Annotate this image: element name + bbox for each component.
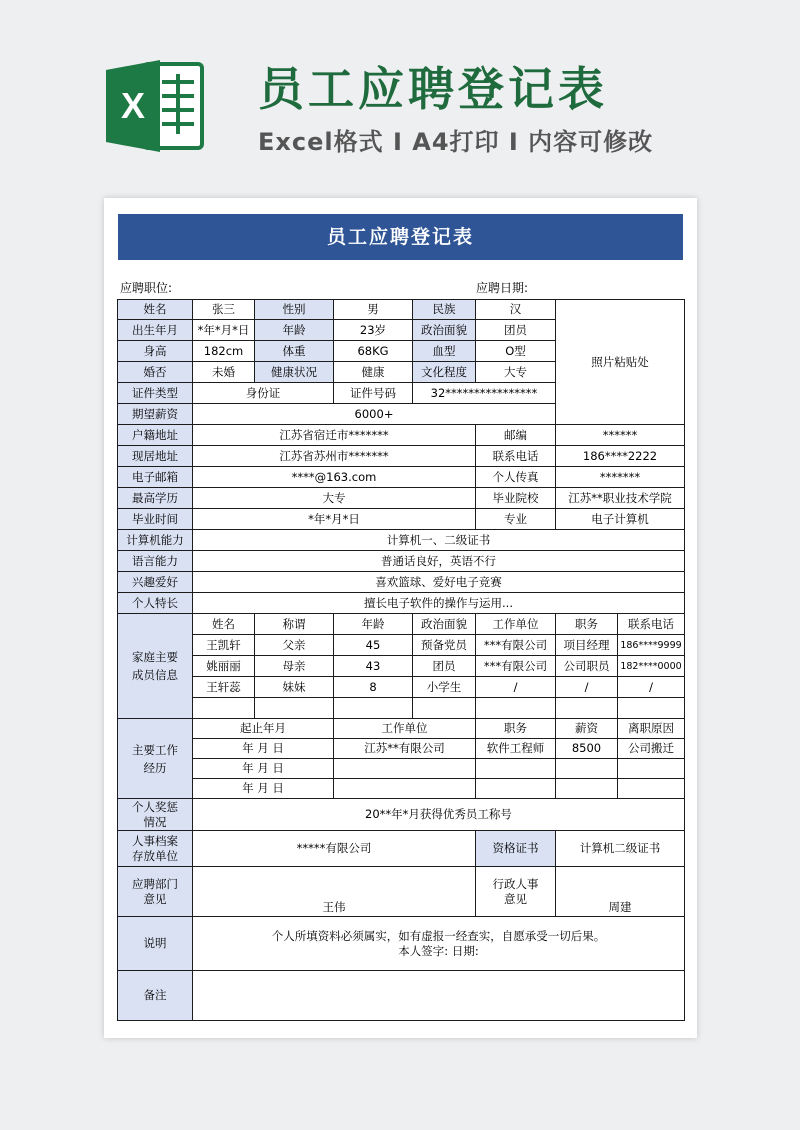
admin-opinion-label-line2: 意见 (504, 891, 527, 906)
family-header-title: 职务 (556, 614, 618, 635)
dept-opinion-label-line2: 意见 (143, 891, 167, 906)
family-cell[interactable]: 182****0000 (618, 656, 685, 677)
family-label-line2: 成员信息 (132, 668, 178, 682)
id-type-value[interactable]: 身份证 (193, 383, 334, 404)
name-label: 姓名 (118, 300, 193, 320)
hobby-value[interactable]: 喜欢篮球、爱好电子竞赛 (193, 572, 685, 593)
note-value (193, 917, 685, 971)
hero-subtitle: Excel格式 I A4打印 I 内容可修改 (258, 128, 654, 156)
name-value[interactable]: 张三 (193, 300, 255, 320)
salary-label: 期望薪资 (118, 404, 193, 425)
salary-value[interactable]: 6000+ (193, 404, 556, 425)
dept-signer[interactable]: 王伟 (193, 867, 476, 917)
height-label: 身高 (118, 341, 193, 362)
weight-label: 体重 (255, 341, 334, 362)
family-cell[interactable]: / (556, 677, 618, 698)
family-cell[interactable]: 小学生 (413, 677, 476, 698)
computer-skill-label: 计算机能力 (118, 530, 193, 551)
blood-value[interactable]: O型 (476, 341, 556, 362)
grad-time-label: 毕业时间 (118, 509, 193, 530)
family-header-employer: 工作单位 (476, 614, 556, 635)
major-value[interactable]: 电子计算机 (556, 509, 685, 530)
work-row (118, 779, 685, 799)
family-header-age: 年龄 (334, 614, 413, 635)
marital-value[interactable]: 未婚 (193, 362, 255, 383)
degree-value[interactable]: 大专 (193, 488, 476, 509)
specialty-label: 个人特长 (118, 593, 193, 614)
health-label: 健康状况 (255, 362, 334, 383)
work-row (118, 759, 685, 779)
work-cell[interactable] (618, 759, 685, 779)
position-label: 应聘职位: (120, 281, 173, 295)
ethnicity-value[interactable]: 汉 (476, 300, 556, 320)
family-header-name: 姓名 (193, 614, 255, 635)
awards-label-line1: 个人奖惩 (132, 799, 178, 814)
family-cell[interactable]: 王轩蕊 (193, 677, 255, 698)
email-value[interactable]: ****@163.com (193, 467, 476, 488)
work-cell[interactable] (334, 759, 476, 779)
hobby-label: 兴趣爱好 (118, 572, 193, 593)
language-skill-value[interactable]: 普通话良好，英语不行 (193, 551, 685, 572)
family-row (118, 656, 685, 677)
date-label: 应聘日期: (476, 281, 529, 295)
admin-opinion-label-line1: 行政人事 (492, 876, 539, 891)
note-label: 说明 (118, 917, 193, 971)
work-cell[interactable] (556, 759, 618, 779)
address-label: 现居地址 (118, 446, 193, 467)
registration-table (117, 299, 685, 1021)
id-type-label: 证件类型 (118, 383, 193, 404)
remarks-value[interactable] (193, 971, 685, 1021)
work-cell[interactable] (476, 779, 556, 799)
family-cell[interactable]: 公司职员 (556, 656, 618, 677)
family-cell[interactable]: ***有限公司 (476, 635, 556, 656)
form-paper (104, 198, 697, 1038)
admin-signer[interactable]: 周建 (556, 867, 685, 917)
cert-label: 资格证书 (476, 831, 556, 867)
family-cell[interactable]: 项目经理 (556, 635, 618, 656)
education-level-label: 文化程度 (413, 362, 476, 383)
family-cell[interactable] (255, 698, 334, 719)
work-label-line1: 主要工作 (132, 742, 178, 757)
specialty-value[interactable]: 擅长电子软件的操作与运用... (193, 593, 685, 614)
fax-label: 个人传真 (476, 467, 556, 488)
weight-value[interactable]: 68KG (334, 341, 413, 362)
degree-label: 最高学历 (118, 488, 193, 509)
work-cell[interactable] (476, 759, 556, 779)
id-number-value[interactable]: 32**************** (413, 383, 556, 404)
work-cell[interactable]: 年 月 日 (193, 759, 334, 779)
health-value[interactable]: 健康 (334, 362, 413, 383)
family-row (118, 677, 685, 698)
birth-value[interactable]: *年*月*日 (193, 320, 255, 341)
grad-time-value[interactable]: *年*月*日 (193, 509, 476, 530)
work-cell[interactable] (618, 779, 685, 799)
awards-value[interactable]: 20**年*月获得优秀员工称号 (193, 799, 685, 831)
work-cell[interactable]: 软件工程师 (476, 739, 556, 759)
height-value[interactable]: 182cm (193, 341, 255, 362)
family-row (118, 635, 685, 656)
computer-skill-value[interactable]: 计算机一、二级证书 (193, 530, 685, 551)
family-cell[interactable] (413, 698, 476, 719)
marital-label: 婚否 (118, 362, 193, 383)
family-cell[interactable]: / (476, 677, 556, 698)
postcode-label: 邮编 (476, 425, 556, 446)
family-header-relation: 称谓 (255, 614, 334, 635)
phone-value[interactable]: 186****2222 (556, 446, 685, 467)
hukou-label: 户籍地址 (118, 425, 193, 446)
work-header-salary: 薪资 (556, 719, 618, 739)
family-cell[interactable]: / (618, 677, 685, 698)
family-cell[interactable]: 妹妹 (255, 677, 334, 698)
education-level-value[interactable]: 大专 (476, 362, 556, 383)
political-value[interactable]: 团员 (476, 320, 556, 341)
family-cell[interactable]: ***有限公司 (476, 656, 556, 677)
note-line1: 个人所填资料必须属实，如有虚报一经查实，自愿承受一切后果。 (271, 928, 606, 943)
remarks-label: 备注 (118, 971, 193, 1021)
family-label-line1: 家庭主要 (132, 650, 178, 664)
dept-opinion-label (118, 867, 193, 917)
archive-value[interactable]: *****有限公司 (193, 831, 476, 867)
dept-opinion-label-line1: 应聘部门 (132, 876, 178, 891)
fax-value[interactable]: ******* (556, 467, 685, 488)
family-cell[interactable] (618, 698, 685, 719)
major-label: 专业 (476, 509, 556, 530)
family-row (118, 698, 685, 719)
family-header-political: 政治面貌 (413, 614, 476, 635)
school-value[interactable]: 江苏**职业技术学院 (556, 488, 685, 509)
work-cell[interactable] (556, 779, 618, 799)
hukou-value[interactable]: 江苏省宿迁市******* (193, 425, 476, 446)
family-cell[interactable]: 父亲 (255, 635, 334, 656)
political-label: 政治面貌 (413, 320, 476, 341)
note-line2: 本人签字: 日期: (398, 943, 479, 958)
work-header-title: 职务 (476, 719, 556, 739)
work-cell[interactable]: 年 月 日 (193, 779, 334, 799)
admin-opinion-label (476, 867, 556, 917)
age-label: 年龄 (255, 320, 334, 341)
work-cell[interactable]: 公司搬迁 (618, 739, 685, 759)
work-row (118, 739, 685, 759)
photo-placeholder[interactable]: 照片粘贴处 (556, 300, 685, 425)
logo-letter: X (120, 85, 146, 126)
family-header-phone: 联系电话 (618, 614, 685, 635)
family-cell[interactable] (556, 698, 618, 719)
family-cell[interactable] (476, 698, 556, 719)
email-label: 电子邮箱 (118, 467, 193, 488)
work-header-reason: 离职原因 (618, 719, 685, 739)
work-header-period: 起止年月 (193, 719, 334, 739)
form-title: 员工应聘登记表 (118, 214, 683, 260)
work-cell[interactable]: 年 月 日 (193, 739, 334, 759)
excel-logo-icon (104, 58, 204, 154)
blood-label: 血型 (413, 341, 476, 362)
awards-label-line2: 情况 (143, 814, 167, 829)
archive-label (118, 831, 193, 867)
address-value[interactable]: 江苏省苏州市******* (193, 446, 476, 467)
family-cell[interactable]: 45 (334, 635, 413, 656)
work-header-employer: 工作单位 (334, 719, 476, 739)
phone-label: 联系电话 (476, 446, 556, 467)
birth-label: 出生年月 (118, 320, 193, 341)
hero-title: 员工应聘登记表 (258, 62, 608, 116)
family-cell[interactable]: 预备党员 (413, 635, 476, 656)
school-label: 毕业院校 (476, 488, 556, 509)
work-section-label (118, 719, 193, 799)
family-section-label (118, 614, 193, 719)
family-cell[interactable] (193, 698, 255, 719)
family-cell[interactable]: 8 (334, 677, 413, 698)
postcode-value[interactable]: ****** (556, 425, 685, 446)
id-number-label: 证件号码 (334, 383, 413, 404)
family-cell[interactable]: 186****9999 (618, 635, 685, 656)
family-cell[interactable]: 姚丽丽 (193, 656, 255, 677)
work-cell[interactable]: 江苏**有限公司 (334, 739, 476, 759)
archive-label-line1: 人事档案 (132, 833, 178, 848)
family-cell[interactable]: 王凯轩 (193, 635, 255, 656)
family-cell[interactable]: 43 (334, 656, 413, 677)
work-cell[interactable] (334, 779, 476, 799)
age-value[interactable]: 23岁 (334, 320, 413, 341)
family-cell[interactable]: 团员 (413, 656, 476, 677)
family-cell[interactable]: 母亲 (255, 656, 334, 677)
awards-label (118, 799, 193, 831)
language-skill-label: 语言能力 (118, 551, 193, 572)
archive-label-line2: 存放单位 (132, 848, 178, 863)
work-cell[interactable]: 8500 (556, 739, 618, 759)
cert-value[interactable]: 计算机二级证书 (556, 831, 685, 867)
work-label-line2: 经历 (143, 760, 167, 775)
gender-label: 性别 (255, 300, 334, 320)
gender-value[interactable]: 男 (334, 300, 413, 320)
ethnicity-label: 民族 (413, 300, 476, 320)
family-cell[interactable] (334, 698, 413, 719)
